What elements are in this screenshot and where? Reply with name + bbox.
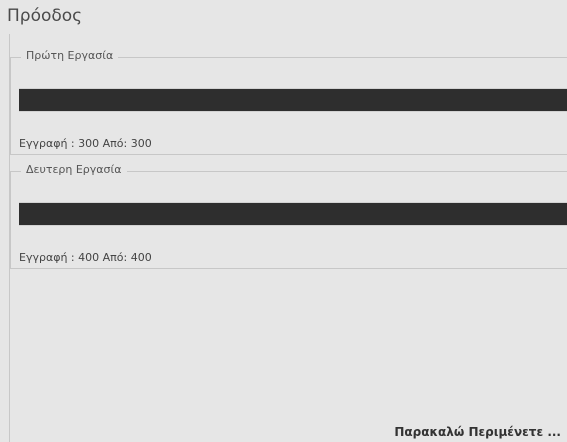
- task-1-progress-bar: [19, 88, 567, 112]
- task-2-progress-bar: [19, 202, 567, 226]
- task-group-1: [10, 49, 567, 155]
- progress-panel: [9, 34, 567, 442]
- task-2-label: Δευτερη Εργασία: [21, 163, 127, 176]
- task-2-status: Εγγραφή : 400 Από: 400: [19, 251, 152, 264]
- footer-message: Παρακαλώ Περιμένετε ...: [394, 425, 561, 439]
- window-title: Πρόοδος: [7, 6, 83, 26]
- task-1-status: Εγγραφή : 300 Από: 300: [19, 137, 152, 150]
- task-1-progress-fill: [19, 89, 567, 111]
- task-2-progress-fill: [19, 203, 567, 225]
- task-1-label: Πρώτη Εργασία: [21, 49, 118, 62]
- task-group-2: [10, 163, 567, 269]
